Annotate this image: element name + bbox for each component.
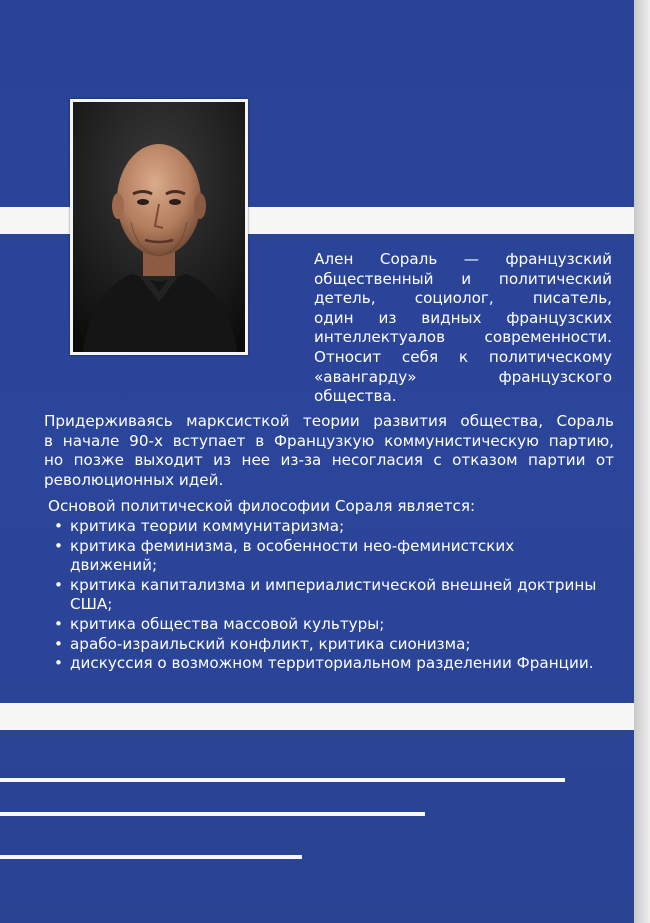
paragraph-line: но позже выходит из нее из-за несогласия с отказом партии от xyxy=(44,451,614,470)
intro-line: «авангарду» французского xyxy=(314,367,612,386)
intro-line: общества. xyxy=(314,387,397,406)
list-item-text: критика капитализма и империалистической внешней доктрины xyxy=(70,575,597,594)
paragraph-line: Придерживаясь марксисткой теории развития общества, Сораль xyxy=(44,412,614,430)
paragraph-line: революционных идей. xyxy=(44,470,224,489)
bullet-marker: • xyxy=(54,634,63,653)
decorative-line-2 xyxy=(0,812,425,816)
bullet-marker: • xyxy=(54,536,63,555)
page-edge xyxy=(634,0,650,923)
list-item-text: критика теории коммунитаризма; xyxy=(70,517,345,535)
bullet-marker: • xyxy=(54,654,63,673)
list-item xyxy=(50,517,610,537)
author-intro xyxy=(314,250,612,407)
list-item xyxy=(50,537,610,576)
biography-paragraph xyxy=(44,412,614,490)
list-item-text: дискуссия о возможном территориальном разделении Франции. xyxy=(70,654,594,673)
intro-line: Ален Сораль — французский xyxy=(314,250,612,268)
list-item xyxy=(50,576,610,615)
list-item-text: критика феминизма, в особенности нео-феминистских xyxy=(70,536,515,555)
intro-line: общественный и политический xyxy=(314,269,612,288)
list-item-text: США; xyxy=(70,595,113,614)
decorative-line-1 xyxy=(0,778,565,782)
decorative-line-3 xyxy=(0,855,302,859)
intro-line: интеллектуалов современности. xyxy=(314,328,612,347)
author-portrait-image xyxy=(73,102,245,352)
list-item-text: арабо-израильский конфликт, критика сионизма; xyxy=(70,634,471,653)
author-portrait xyxy=(70,99,248,355)
philosophy-lead: Основой политической философии Сораля является: xyxy=(48,497,476,515)
philosophy-list xyxy=(50,517,610,674)
list-item xyxy=(50,635,610,655)
intro-line: Относит себя к политическому xyxy=(314,347,612,366)
bullet-marker: • xyxy=(54,517,63,535)
list-item-text: движений; xyxy=(70,556,158,575)
bullet-marker: • xyxy=(54,575,63,594)
bullet-marker: • xyxy=(54,614,63,633)
paragraph-line: в начале 90-х вступает в Французкую коммунистическую партию, xyxy=(44,431,614,450)
list-item xyxy=(50,615,610,635)
intro-line: детель, социолог, писатель, xyxy=(314,289,612,308)
list-item-text: критика общества массовой культуры; xyxy=(70,614,385,633)
bottom-white-band xyxy=(0,703,634,730)
intro-line: один из видных французских xyxy=(314,308,612,327)
list-item xyxy=(50,654,610,674)
